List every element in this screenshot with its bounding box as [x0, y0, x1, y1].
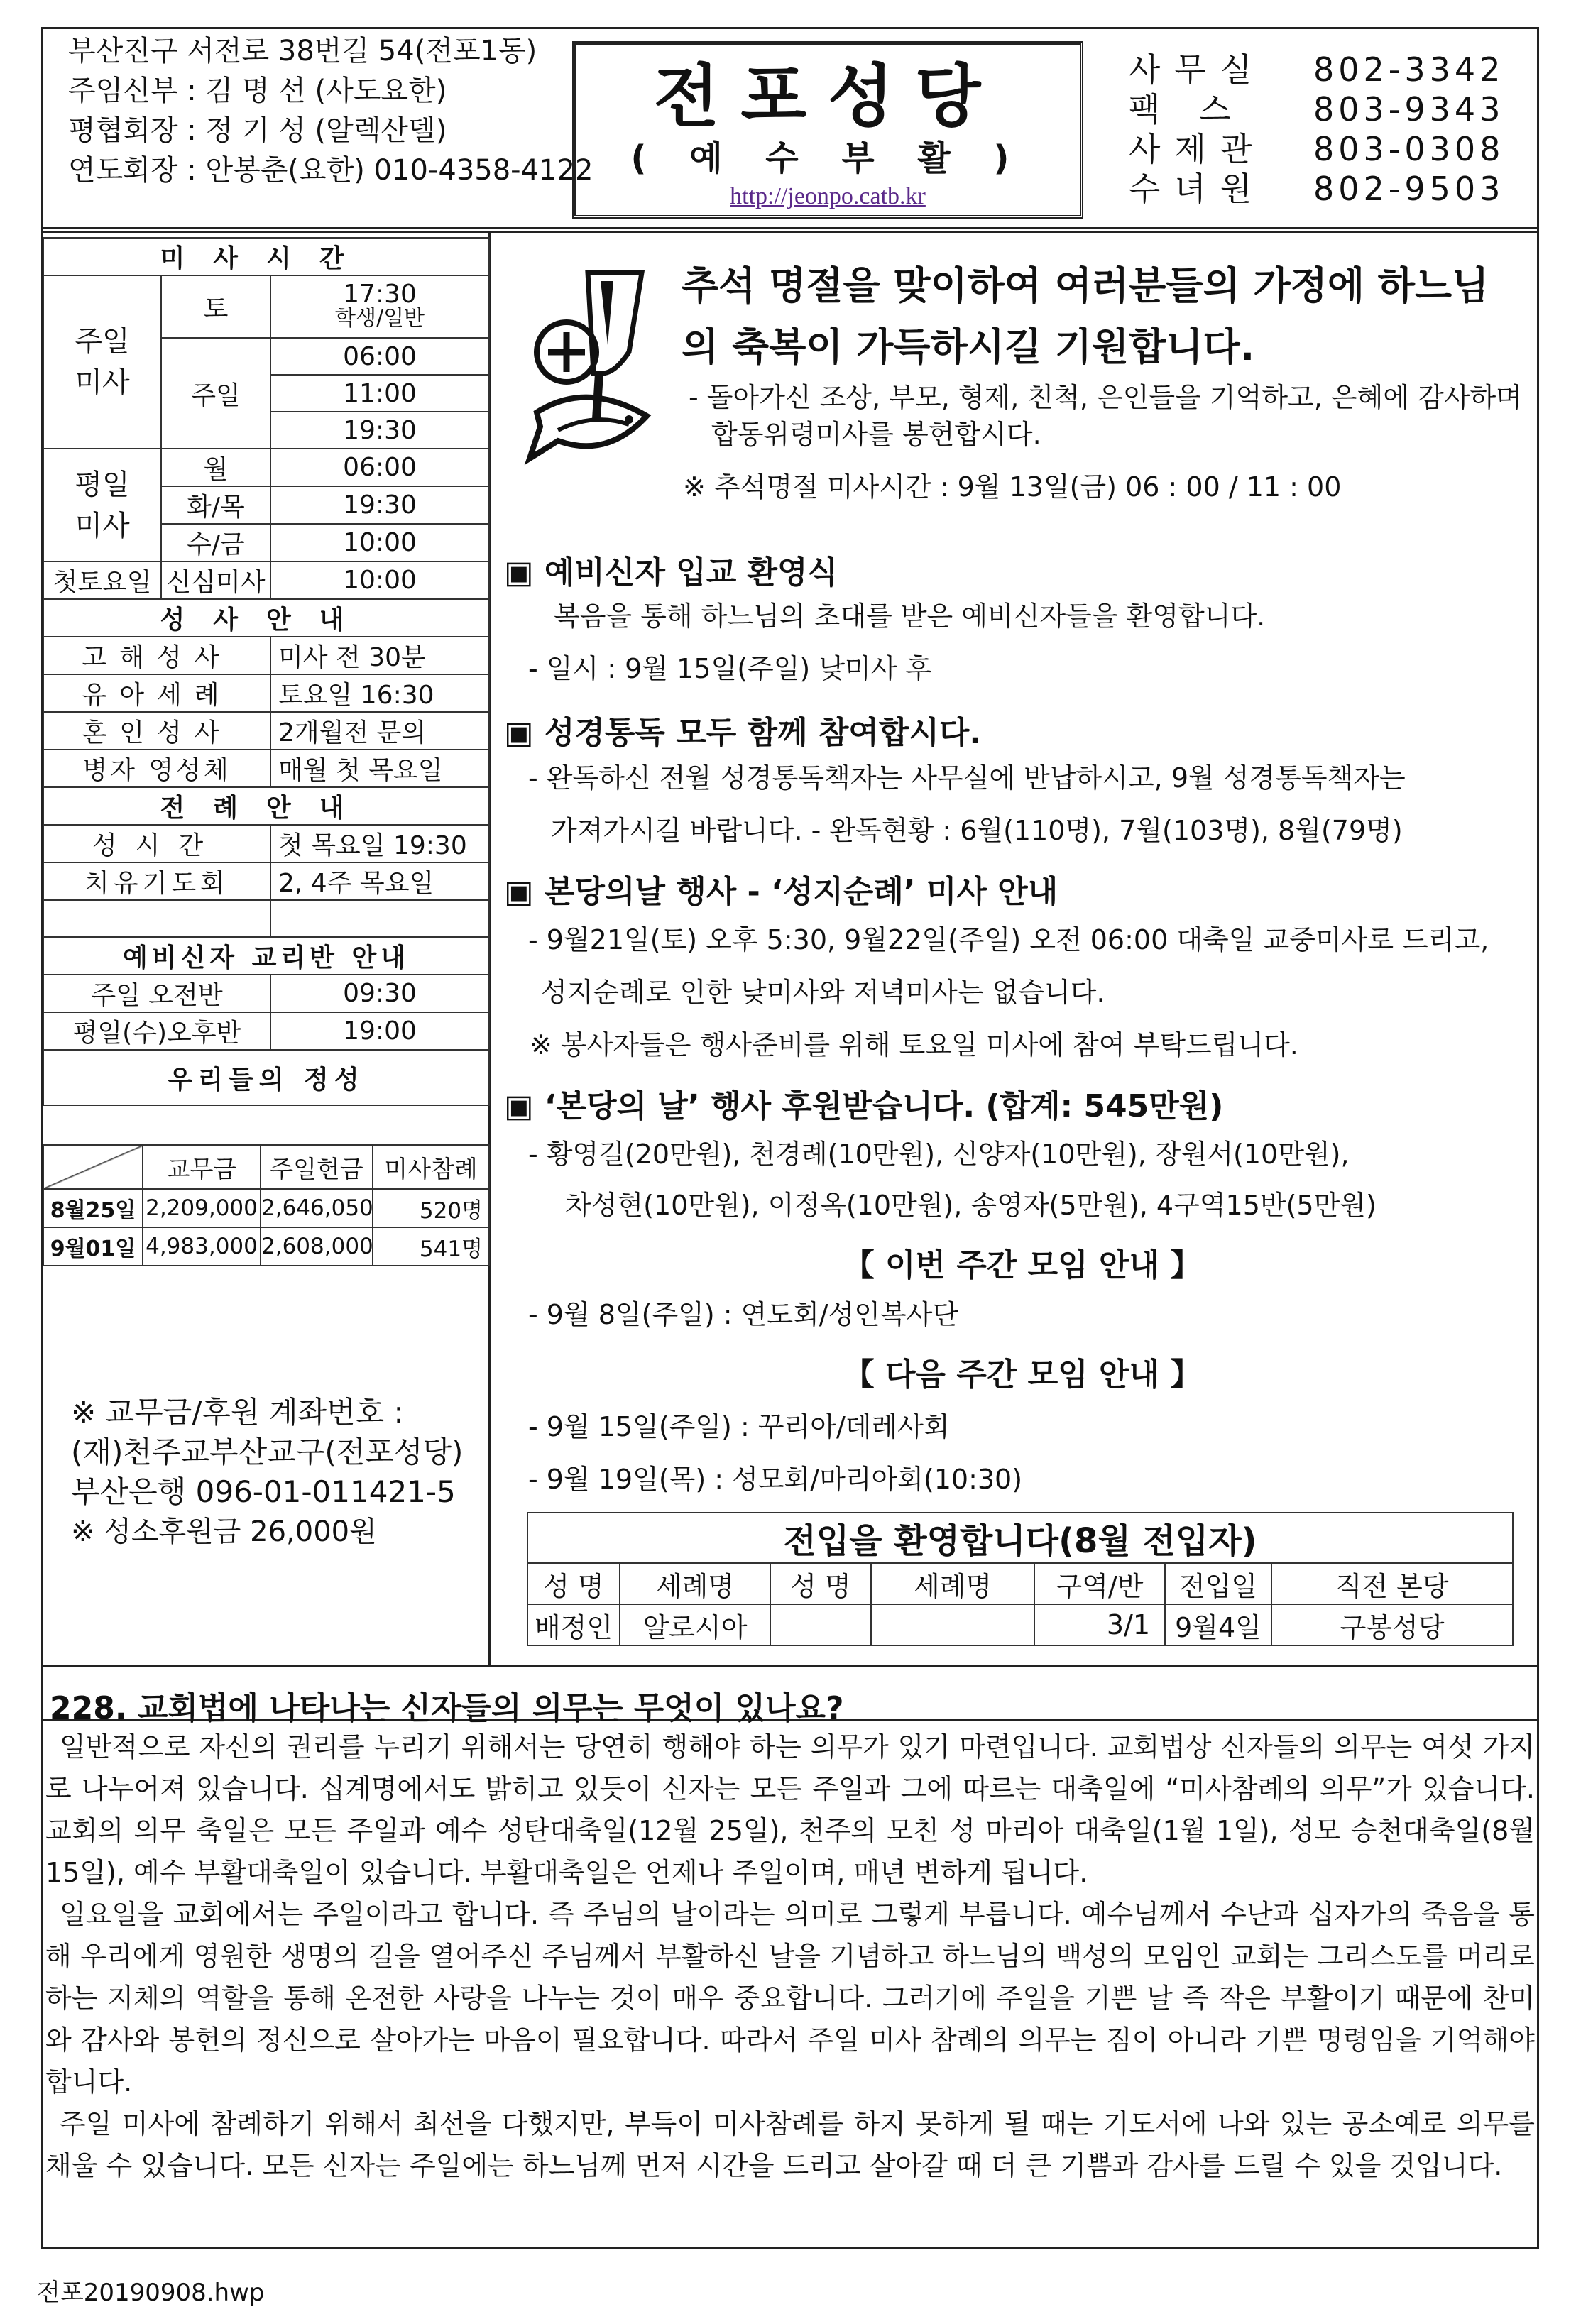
- sunday-time-3: 19:30: [270, 412, 489, 449]
- offering-a-2: 4,983,000: [143, 1227, 261, 1266]
- parish-name: 전포성당: [653, 56, 1002, 136]
- sunday-time-1: 06:00: [270, 338, 489, 375]
- weekday-day-1: 월: [161, 449, 270, 486]
- newcomer-district: 3/1: [1034, 1604, 1165, 1645]
- liturgy-name-1: 성시간: [43, 825, 270, 862]
- next-week-item-1: - 9월 15일(주일) : 꾸리아/데레사회: [528, 1411, 950, 1442]
- offering-header-3: 미사참례: [373, 1145, 489, 1189]
- greeting-line-1: 추석 명절을 맞이하여 여러분들의 가정에 하느님: [682, 263, 1489, 308]
- greeting-line-2: 의 축복이 가득하시길 기원합니다.: [682, 324, 1255, 369]
- file-name: 전포20190908.hwp: [37, 2279, 265, 2307]
- weekday-time-3: 10:00: [270, 524, 489, 561]
- chalice-host-fish-icon: [522, 267, 657, 466]
- liturgy-name-2: 치유기도회: [43, 862, 270, 900]
- donations-text-1: - 황영길(20만원), 천경례(10만원), 신양자(10만원), 장원서(10만원),: [528, 1139, 1350, 1170]
- section-parish-day-donations: ▣ ‘본당의 날’ 행사 후원받습니다. (합계: 545만원): [504, 1088, 1224, 1124]
- catechumen-name-2: 평일(수)오후반: [43, 1012, 270, 1050]
- newcomer-baptismal-name: 알로시아: [620, 1604, 770, 1645]
- catechumen-heading: 예비신자 교리반 안내: [43, 937, 489, 975]
- pilgrimage-text-1: - 9월21일(토) 오후 5:30, 9월22일(주일) 오전 06:00 대축일 교중미사로 드리고,: [528, 924, 1489, 955]
- offering-header-2: 주일헌금: [261, 1145, 373, 1189]
- offering-date-1: 8월25일: [43, 1189, 143, 1227]
- prayer-society-president: 연도회장 : 안봉춘(요한) 010-4358-4122: [68, 154, 593, 187]
- pilgrimage-text-3: ※ 봉사자들은 행사준비를 위해 토요일 미사에 참여 부탁드립니다.: [530, 1029, 1298, 1060]
- parish-website-link[interactable]: http://jeonpo.catb.kr: [730, 183, 926, 209]
- bible-reading-text-1: - 완독하신 전월 성경통독책자는 사무실에 반납하시고, 9월 성경통독책자는: [528, 762, 1406, 794]
- contact-numbers: [1129, 50, 1526, 209]
- schedule-table: [43, 237, 490, 1106]
- section-parish-day-pilgrimage: ▣ 본당의날 행사 - ‘성지순례’ 미사 안내: [504, 874, 1058, 910]
- table-row: [527, 1604, 1513, 1645]
- catechumen-welcome-text: 복음을 통해 하느님의 초대를 받은 예비신자들을 환영합니다.: [554, 601, 1266, 632]
- newcomers-header-7: 직전 본당: [1271, 1563, 1513, 1604]
- next-week-heading: 【 다음 주간 모임 안내 】: [843, 1356, 1202, 1393]
- bible-reading-text-2: 가져가시길 바랍니다. - 완독현황 : 6월(110명), 7월(103명), 8월(79명): [551, 815, 1403, 846]
- mass-time-heading: 미사시간: [43, 238, 489, 275]
- next-week-item-2: - 9월 19일(목) : 성모회/마리아회(10:30): [528, 1464, 1023, 1495]
- chuseok-greeting: [682, 256, 1489, 378]
- saturday-mass: 17:30 학생/일반: [270, 275, 489, 338]
- catechumen-welcome-date: - 일시 : 9월 15일(주일) 낮미사 후: [528, 653, 932, 684]
- account-info: [71, 1393, 483, 1552]
- donations-text-2: 차성현(10만원), 이정옥(10만원), 송영자(5만원), 4구역15반(5만원): [565, 1190, 1377, 1221]
- sacrament-value-3: 2개월전 문의: [270, 712, 489, 750]
- newcomers-header-6: 전입일: [1165, 1563, 1271, 1604]
- header-divider: [41, 227, 1539, 229]
- newcomer-date: 9월4일: [1165, 1604, 1271, 1645]
- masthead: [572, 41, 1083, 219]
- offering-table: [43, 1144, 490, 1266]
- offering-a-1: 2,209,000: [143, 1189, 261, 1227]
- offering-b-2: 2,608,000: [261, 1227, 373, 1266]
- offering-header-1: 교무금: [143, 1145, 261, 1189]
- offering-c-2: 541명: [373, 1227, 489, 1266]
- qa-paragraph-2: 일요일을 교회에서는 주일이라고 합니다. 즉 주님의 날이라는 의미로 그렇게 부릅니다. 예수님께서 수난과 십자가의 죽음을 통해 우리에게 영원한 생명의 길을 열어주신 주님께서 부활하신 날을 기념하고 하느님의 백성의 모임인 교회는 그리스도를 머리로 하는 지체의 역할을 통해 온전한 사랑을 나누는 것이 매우 중요합니다. 그러기에 주일을 기쁜 날 즉 작은 부활이기 때문에 찬미와 감사와 봉헌의 정신으로 살아가는 마음이 필요합니다. 따라서 주일 미사 참례의 의무는 짐이 아니라 기쁜 명령임을 기억해야 합니다.: [45, 1899, 1535, 2098]
- contact-fax: 팩 스 803-9343: [1129, 90, 1505, 128]
- qa-body: [45, 1726, 1535, 2187]
- newcomers-header-4: 세례명: [871, 1563, 1034, 1604]
- section-catechumen-welcome: ▣ 예비신자 입교 환영식: [504, 554, 838, 591]
- qa-paragraph-3: 주일 미사에 참례하기 위해서 최선을 다했지만, 부득이 미사참례를 하지 못하게 될 때는 기도서에 나와 있는 공소예로 의무를 채울 수 있습니다. 모든 신자는 주일에는 하느님께 먼저 시간을 드리고 살아갈 때 더 큰 기쁨과 감사를 드릴 수 있을 것입니다.: [45, 2108, 1535, 2181]
- sacrament-value-2: 토요일 16:30: [270, 674, 489, 712]
- newcomers-header-1: 성 명: [527, 1563, 620, 1604]
- account-line-4: ※ 성소후원금 26,000원: [71, 1515, 377, 1548]
- newcomers-table: [527, 1512, 1514, 1646]
- table-row: [43, 1227, 489, 1266]
- sacrament-name-2: 유아세례: [43, 674, 270, 712]
- offering-b-1: 2,646,050: [261, 1189, 373, 1227]
- pilgrimage-text-2: 성지순례로 인한 낮미사와 저녁미사는 없습니다.: [541, 977, 1105, 1008]
- this-week-heading: 【 이번 주간 모임 안내 】: [843, 1247, 1202, 1283]
- first-saturday-kind: 신심미사: [161, 561, 270, 599]
- weekday-mass-label: 평일 미사: [43, 449, 161, 561]
- table-row: [43, 1189, 489, 1227]
- section-bible-reading: ▣ 성경통독 모두 함께 참여합시다.: [504, 715, 982, 751]
- qa-divider: [41, 1665, 1539, 1667]
- offering-date-2: 9월01일: [43, 1227, 143, 1266]
- account-line-3: 부산은행 096-01-011421-5: [71, 1474, 456, 1509]
- greeting-detail-1: - 돌아가신 조상, 부모, 형제, 친척, 은인들을 기억하고, 은혜에 감사하며: [689, 382, 1522, 413]
- newcomers-header-3: 성 명: [770, 1563, 871, 1604]
- weekday-time-1: 06:00: [270, 449, 489, 486]
- liturgy-empty-name: [43, 900, 270, 937]
- liturgy-value-2: 2, 4주 목요일: [270, 862, 489, 900]
- pastor: 주임신부 : 김 명 선 (사도요한): [68, 75, 447, 107]
- sacrament-name-3: 혼인성사: [43, 712, 270, 750]
- sunday-time-2: 11:00: [270, 375, 489, 412]
- parish-info: [47, 31, 593, 205]
- this-week-item-1: - 9월 8일(주일) : 연도회/성인복사단: [528, 1299, 959, 1330]
- liturgical-season: ( 예 수 부 활 ): [630, 138, 1025, 178]
- qa-title: 228. 교회법에 나타나는 신자들의 의무는 무엇이 있나요?: [50, 1690, 844, 1726]
- header-divider-2: [41, 231, 1539, 233]
- contact-office: 사무실 802-3342: [1129, 50, 1505, 89]
- newcomers-header-2: 세례명: [620, 1563, 770, 1604]
- offering-c-1: 520명: [373, 1189, 489, 1227]
- liturgy-empty-value: [270, 900, 489, 937]
- sacrament-name-4: 병자 영성체: [43, 750, 270, 787]
- qa-paragraph-1: 일반적으로 자신의 권리를 누리기 위해서는 당연히 행해야 하는 의무가 있기 마련입니다. 교회법상 신자들의 의무는 여섯 가지로 나누어져 있습니다. 십계명에서도 밝히고 있듯이 신자는 모든 주일과 그에 따르는 대축일에 “미사참례의 의무”가 있습니다. 교회의 의무 축일은 모든 주일과 예수 성탄대축일(12월 25일), 천주의 모친 성 마리아 대축일(1월 1일), 성모 승천대축일(8월 15일), 예수 부활대축일이 있습니다. 부활대축일은 언제나 주일이며, 매년 변하게 됩니다.: [45, 1731, 1535, 1888]
- liturgy-value-1: 첫 목요일 19:30: [270, 825, 489, 862]
- newcomer-prev-parish: 구봉성당: [1271, 1604, 1513, 1645]
- newcomers-title: 전입을 환영합니다(8월 전입자): [527, 1513, 1513, 1563]
- weekday-time-2: 19:30: [270, 486, 489, 524]
- saturday-label: 토: [161, 275, 270, 338]
- catechumen-value-2: 19:00: [270, 1012, 489, 1050]
- offering-corner: [43, 1145, 143, 1189]
- sacrament-value-1: 미사 전 30분: [270, 637, 489, 674]
- address: 부산진구 서전로 38번길 54(전포1동): [68, 35, 537, 67]
- account-line-2: (재)천주교부산교구(전포성당): [71, 1435, 464, 1469]
- newcomer-name-2: [770, 1604, 871, 1645]
- newcomer-baptismal-name-2: [871, 1604, 1034, 1645]
- newcomers-header-5: 구역/반: [1034, 1563, 1165, 1604]
- sacrament-value-4: 매월 첫 목요일: [270, 750, 489, 787]
- contact-rectory: 사제관 803-0308: [1129, 130, 1505, 168]
- catechumen-value-1: 09:30: [270, 975, 489, 1012]
- newcomer-name: 배정인: [527, 1604, 620, 1645]
- sacrament-name-1: 고해성사: [43, 637, 270, 674]
- weekday-day-2: 화/목: [161, 486, 270, 524]
- sunday-label: 주일: [161, 338, 270, 449]
- contact-convent: 수녀원 802-9503: [1129, 170, 1505, 208]
- first-saturday-time: 10:00: [270, 561, 489, 599]
- sunday-mass-label: 주일 미사: [43, 275, 161, 449]
- greeting-detail-2: 합동위령미사를 봉헌합시다.: [711, 419, 1041, 450]
- catechumen-name-1: 주일 오전반: [43, 975, 270, 1012]
- chuseok-mass-time: ※ 추석명절 미사시간 : 9월 13일(금) 06 : 00 / 11 : 00: [683, 471, 1342, 503]
- liturgy-heading: 전례안내: [43, 787, 489, 825]
- weekday-day-3: 수/금: [161, 524, 270, 561]
- sacrament-heading: 성사안내: [43, 599, 489, 637]
- offering-heading: 우리들의 정성: [43, 1050, 489, 1105]
- council-president: 평협회장 : 정 기 성 (알렉산델): [68, 114, 447, 147]
- first-saturday-label: 첫토요일: [43, 561, 161, 599]
- account-line-1: ※ 교무금/후원 계좌번호 :: [71, 1395, 404, 1430]
